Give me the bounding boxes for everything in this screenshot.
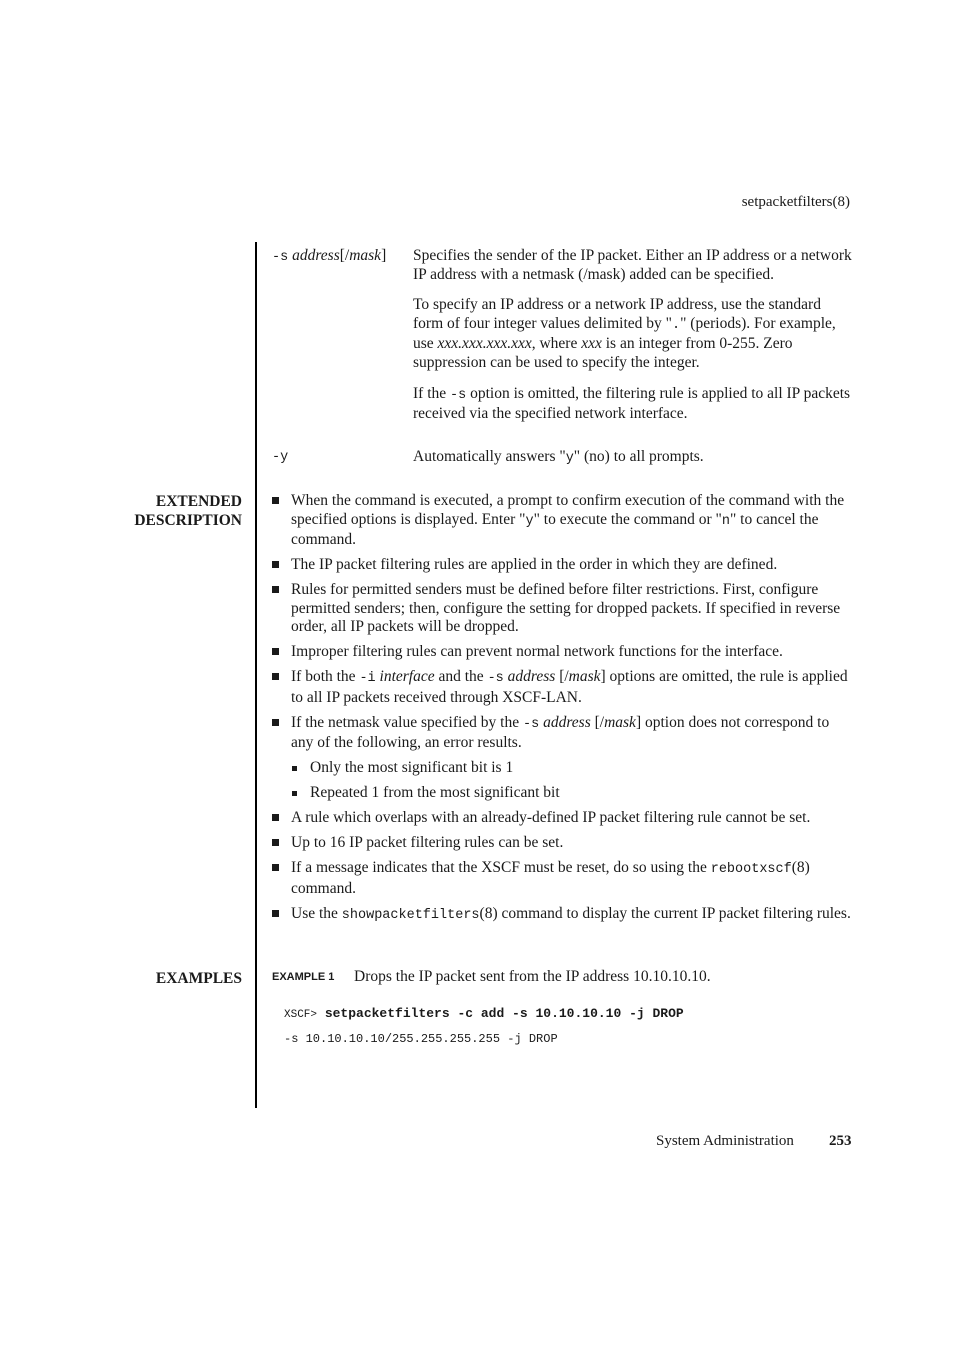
sub-list-item: Repeated 1 from the most significant bit [291, 784, 853, 803]
option-y-flag: -y [272, 450, 289, 465]
list-item: Up to 16 IP packet filtering rules can be set. [271, 834, 853, 853]
shell-prompt: XSCF> [284, 1009, 318, 1021]
option-s-bracket-close: ] [381, 247, 387, 264]
list-item: When the command is executed, a prompt to confirm execution of the command with the specified options is displayed. Enter "y" to execute the command or "n" to cancel the command. [271, 492, 853, 550]
sub-list-item: Only the most significant bit is 1 [291, 759, 853, 778]
examples-heading: EXAMPLES [155, 970, 242, 987]
list-item: Use the showpacketfilters(8) command to display the current IP packet filtering rules. [271, 905, 853, 926]
option-s-description [413, 247, 853, 436]
list-item: If the netmask value specified by the -s address [/mask] option does not correspond to any of the following, an error results. Only the most significant bit is 1 Repeated 1 from the most significant bit [271, 714, 853, 803]
bullet-icon [272, 673, 279, 680]
option-s-para-1: Specifies the sender of the IP packet. Either an IP address or a network IP address with a netmask (/mask) added can be specified. [413, 247, 852, 283]
example-title: Drops the IP packet sent from the IP address 10.10.10.10. [354, 968, 711, 985]
list-item: If a message indicates that the XSCF must be reset, do so using the rebootxscf(8) command. [271, 859, 853, 898]
list-item: The IP packet filtering rules are applied in the order in which they are defined. [271, 556, 853, 575]
extended-description-heading: EXTENDED DESCRIPTION [134, 493, 242, 529]
page-number: 253 [829, 1133, 852, 1149]
list-item: Rules for permitted senders must be defined before filter restrictions. First, configure permitted senders; then, configure the setting for dropped packets. If specified in reverse order, all IP packets will be dropped. [271, 581, 853, 637]
bullet-icon [272, 561, 279, 568]
option-s-address: address [292, 247, 340, 264]
bullet-icon [272, 910, 279, 917]
example-label: EXAMPLE 1 [272, 971, 335, 983]
option-s-para-3: If the -s option is omitted, the filtering rule is applied to all IP packets received via the specified network interface. [413, 384, 851, 423]
option-s-mask: mask [349, 247, 382, 264]
option-s-term [272, 247, 402, 265]
bullet-icon [272, 814, 279, 821]
option-s-para-2: To specify an IP address or a network IP address, use the standard form of four integer values delimited by "." (periods). For example, use xxx.xxx.xxx.xxx, where xxx is an integer from 0-255. Zero suppression can be used to specify the integer. [413, 296, 836, 371]
option-y-description: Automatically answers "y" (no) to all prompts. [413, 448, 704, 466]
footer-book-title: System Administration [656, 1133, 794, 1149]
bullet-icon [272, 719, 279, 726]
list-item: If both the -i interface and the -s address [/mask] options are omitted, the rule is applied to all IP packets received through XSCF-LAN. [271, 668, 853, 707]
example-output: -s 10.10.10.10/255.255.255.255 -j DROP [284, 1032, 558, 1046]
example-command-line [284, 1006, 684, 1021]
bullet-icon [272, 839, 279, 846]
margin-rule [255, 242, 257, 1108]
bullet-icon [272, 497, 279, 504]
bullet-icon [272, 648, 279, 655]
bullet-icon [292, 766, 297, 771]
bullet-icon [272, 864, 279, 871]
list-item: Improper filtering rules can prevent normal network functions for the interface. [271, 643, 853, 662]
sub-list [291, 759, 853, 803]
bullet-icon [292, 791, 297, 796]
example-command: setpacketfilters -c add -s 10.10.10.10 -j DROP [324, 1006, 684, 1021]
option-s-flag: -s [272, 250, 289, 265]
list-item: A rule which overlaps with an already-defined IP packet filtering rule cannot be set. [271, 809, 853, 828]
option-s-bracket-open: [/ [339, 247, 350, 264]
extended-description-list [271, 492, 853, 932]
running-header: setpacketfilters(8) [741, 194, 850, 210]
bullet-icon [272, 586, 279, 593]
